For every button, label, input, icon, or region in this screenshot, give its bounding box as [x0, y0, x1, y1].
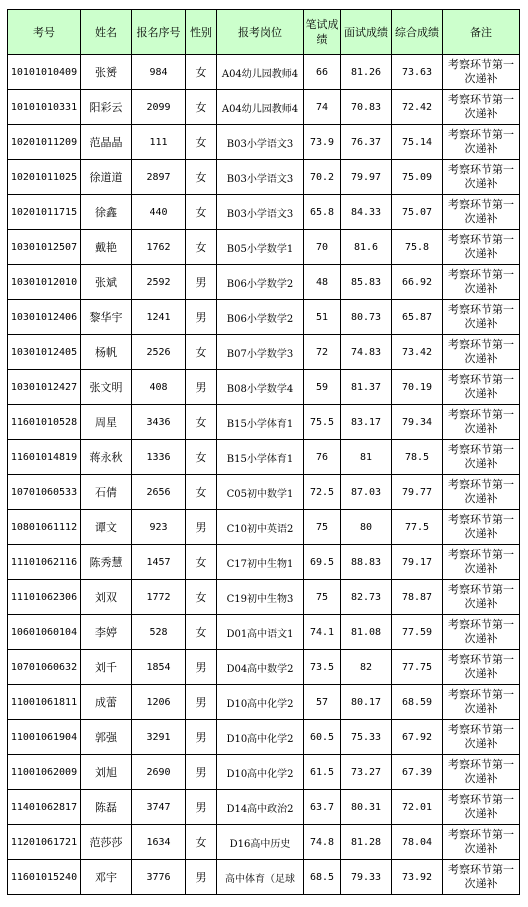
cell-interview: 73.27 [341, 755, 392, 790]
cell-total: 67.92 [392, 720, 443, 755]
cell-interview: 81 [341, 440, 392, 475]
cell-position: B03小学语文3 [217, 125, 304, 160]
cell-interview: 82 [341, 650, 392, 685]
cell-name: 张赟 [81, 55, 132, 90]
cell-gender: 女 [186, 90, 217, 125]
cell-seq: 1634 [132, 825, 186, 860]
table-row [8, 580, 520, 615]
cell-note: 考察环节第一次递补 [443, 790, 520, 825]
cell-note: 考察环节第一次递补 [443, 650, 520, 685]
cell-note: 考察环节第一次递补 [443, 370, 520, 405]
cell-gender: 男 [186, 720, 217, 755]
table-row [8, 720, 520, 755]
cell-total: 77.59 [392, 615, 443, 650]
cell-note: 考察环节第一次递补 [443, 230, 520, 265]
cell-note: 考察环节第一次递补 [443, 90, 520, 125]
cell-id: 11601014819 [8, 440, 81, 475]
table-body [8, 55, 520, 895]
cell-note: 考察环节第一次递补 [443, 755, 520, 790]
cell-seq: 3776 [132, 860, 186, 895]
cell-note: 考察环节第一次递补 [443, 125, 520, 160]
cell-name: 成蕾 [81, 685, 132, 720]
cell-total: 73.92 [392, 860, 443, 895]
cell-total: 75.09 [392, 160, 443, 195]
cell-name: 刘千 [81, 650, 132, 685]
cell-name: 阳彩云 [81, 90, 132, 125]
cell-interview: 88.83 [341, 545, 392, 580]
cell-total: 68.59 [392, 685, 443, 720]
table-row [8, 790, 520, 825]
cell-position: D01高中语文1 [217, 615, 304, 650]
cell-gender: 男 [186, 300, 217, 335]
cell-gender: 女 [186, 615, 217, 650]
cell-interview: 81.08 [341, 615, 392, 650]
cell-note: 考察环节第一次递补 [443, 475, 520, 510]
header-written: 笔试成绩 [304, 10, 341, 55]
cell-name: 张文明 [81, 370, 132, 405]
cell-total: 73.42 [392, 335, 443, 370]
cell-note: 考察环节第一次递补 [443, 195, 520, 230]
cell-total: 78.87 [392, 580, 443, 615]
cell-seq: 1206 [132, 685, 186, 720]
cell-position: C05初中数学1 [217, 475, 304, 510]
cell-id: 11601015240 [8, 860, 81, 895]
cell-id: 10701060632 [8, 650, 81, 685]
cell-written: 70 [304, 230, 341, 265]
cell-position: B15小学体育1 [217, 405, 304, 440]
cell-note: 考察环节第一次递补 [443, 685, 520, 720]
cell-interview: 87.03 [341, 475, 392, 510]
cell-total: 73.63 [392, 55, 443, 90]
cell-note: 考察环节第一次递补 [443, 825, 520, 860]
cell-note: 考察环节第一次递补 [443, 335, 520, 370]
cell-seq: 2897 [132, 160, 186, 195]
cell-name: 张斌 [81, 265, 132, 300]
cell-position: B05小学数学1 [217, 230, 304, 265]
cell-written: 65.8 [304, 195, 341, 230]
cell-note: 考察环节第一次递补 [443, 55, 520, 90]
cell-name: 石倩 [81, 475, 132, 510]
header-gender: 性别 [186, 10, 217, 55]
cell-written: 48 [304, 265, 341, 300]
cell-gender: 男 [186, 510, 217, 545]
cell-id: 10201011715 [8, 195, 81, 230]
cell-gender: 女 [186, 545, 217, 580]
cell-name: 周星 [81, 405, 132, 440]
cell-written: 74 [304, 90, 341, 125]
cell-total: 66.92 [392, 265, 443, 300]
cell-gender: 男 [186, 860, 217, 895]
cell-note: 考察环节第一次递补 [443, 160, 520, 195]
cell-interview: 85.83 [341, 265, 392, 300]
cell-id: 11001061904 [8, 720, 81, 755]
cell-seq: 3436 [132, 405, 186, 440]
cell-seq: 923 [132, 510, 186, 545]
cell-written: 72 [304, 335, 341, 370]
cell-seq: 2656 [132, 475, 186, 510]
cell-interview: 80.17 [341, 685, 392, 720]
table-row [8, 755, 520, 790]
cell-name: 李婷 [81, 615, 132, 650]
cell-name: 戴艳 [81, 230, 132, 265]
cell-seq: 528 [132, 615, 186, 650]
cell-position: C17初中生物1 [217, 545, 304, 580]
cell-gender: 女 [186, 335, 217, 370]
table-row [8, 55, 520, 90]
cell-name: 刘旭 [81, 755, 132, 790]
cell-total: 78.04 [392, 825, 443, 860]
table-row [8, 230, 520, 265]
cell-id: 11101062306 [8, 580, 81, 615]
cell-written: 66 [304, 55, 341, 90]
cell-name: 陈磊 [81, 790, 132, 825]
cell-id: 10301012507 [8, 230, 81, 265]
cell-written: 74.1 [304, 615, 341, 650]
table-row [8, 370, 520, 405]
cell-name: 徐道道 [81, 160, 132, 195]
cell-id: 10101010331 [8, 90, 81, 125]
cell-interview: 84.33 [341, 195, 392, 230]
cell-note: 考察环节第一次递补 [443, 300, 520, 335]
cell-id: 11101062116 [8, 545, 81, 580]
cell-position: D16高中历史 [217, 825, 304, 860]
cell-total: 70.19 [392, 370, 443, 405]
cell-interview: 81.37 [341, 370, 392, 405]
cell-interview: 70.83 [341, 90, 392, 125]
header-seq: 报名序号 [132, 10, 186, 55]
cell-position: C10初中英语2 [217, 510, 304, 545]
cell-seq: 408 [132, 370, 186, 405]
cell-id: 10301012405 [8, 335, 81, 370]
cell-seq: 440 [132, 195, 186, 230]
cell-position: D10高中化学2 [217, 685, 304, 720]
cell-id: 10301012010 [8, 265, 81, 300]
header-note: 备注 [443, 10, 520, 55]
cell-interview: 80 [341, 510, 392, 545]
cell-name: 黎华宇 [81, 300, 132, 335]
cell-interview: 81.6 [341, 230, 392, 265]
cell-id: 10201011025 [8, 160, 81, 195]
cell-note: 考察环节第一次递补 [443, 265, 520, 300]
cell-seq: 1241 [132, 300, 186, 335]
cell-name: 杨帆 [81, 335, 132, 370]
cell-id: 10801061112 [8, 510, 81, 545]
cell-interview: 80.31 [341, 790, 392, 825]
cell-interview: 80.73 [341, 300, 392, 335]
cell-total: 72.01 [392, 790, 443, 825]
cell-id: 10301012406 [8, 300, 81, 335]
cell-interview: 81.28 [341, 825, 392, 860]
cell-written: 73.9 [304, 125, 341, 160]
cell-id: 10701060533 [8, 475, 81, 510]
cell-note: 考察环节第一次递补 [443, 405, 520, 440]
cell-seq: 1854 [132, 650, 186, 685]
cell-position: 高中体育（足球 [217, 860, 304, 895]
cell-written: 72.5 [304, 475, 341, 510]
cell-name: 徐鑫 [81, 195, 132, 230]
cell-seq: 2690 [132, 755, 186, 790]
table-row [8, 475, 520, 510]
cell-name: 郭强 [81, 720, 132, 755]
cell-seq: 111 [132, 125, 186, 160]
cell-position: B06小学数学2 [217, 300, 304, 335]
cell-interview: 74.83 [341, 335, 392, 370]
cell-seq: 2592 [132, 265, 186, 300]
cell-id: 10301012427 [8, 370, 81, 405]
header-id: 考号 [8, 10, 81, 55]
cell-interview: 75.33 [341, 720, 392, 755]
cell-total: 77.5 [392, 510, 443, 545]
cell-gender: 女 [186, 825, 217, 860]
cell-gender: 女 [186, 580, 217, 615]
header-total: 综合成绩 [392, 10, 443, 55]
table-row [8, 405, 520, 440]
cell-written: 73.5 [304, 650, 341, 685]
cell-id: 10601060104 [8, 615, 81, 650]
cell-total: 77.75 [392, 650, 443, 685]
cell-position: B03小学语文3 [217, 160, 304, 195]
cell-interview: 83.17 [341, 405, 392, 440]
cell-position: B15小学体育1 [217, 440, 304, 475]
cell-written: 74.8 [304, 825, 341, 860]
cell-note: 考察环节第一次递补 [443, 615, 520, 650]
table-row [8, 860, 520, 895]
cell-gender: 女 [186, 195, 217, 230]
cell-written: 60.5 [304, 720, 341, 755]
cell-gender: 男 [186, 685, 217, 720]
cell-total: 72.42 [392, 90, 443, 125]
table-row [8, 195, 520, 230]
cell-note: 考察环节第一次递补 [443, 580, 520, 615]
cell-seq: 3291 [132, 720, 186, 755]
cell-total: 78.5 [392, 440, 443, 475]
cell-total: 79.17 [392, 545, 443, 580]
header-position: 报考岗位 [217, 10, 304, 55]
cell-name: 谭文 [81, 510, 132, 545]
table-row [8, 685, 520, 720]
cell-id: 10101010409 [8, 55, 81, 90]
cell-written: 63.7 [304, 790, 341, 825]
cell-written: 70.2 [304, 160, 341, 195]
cell-gender: 男 [186, 650, 217, 685]
cell-note: 考察环节第一次递补 [443, 510, 520, 545]
cell-written: 75 [304, 580, 341, 615]
cell-written: 51 [304, 300, 341, 335]
cell-note: 考察环节第一次递补 [443, 860, 520, 895]
cell-position: C19初中生物3 [217, 580, 304, 615]
table-row [8, 265, 520, 300]
cell-total: 75.07 [392, 195, 443, 230]
cell-id: 11601010528 [8, 405, 81, 440]
cell-seq: 1336 [132, 440, 186, 475]
cell-seq: 984 [132, 55, 186, 90]
cell-position: B03小学语文3 [217, 195, 304, 230]
cell-id: 11001062009 [8, 755, 81, 790]
cell-total: 65.87 [392, 300, 443, 335]
cell-written: 69.5 [304, 545, 341, 580]
cell-written: 75 [304, 510, 341, 545]
cell-total: 79.77 [392, 475, 443, 510]
cell-gender: 男 [186, 755, 217, 790]
table-row [8, 650, 520, 685]
cell-gender: 男 [186, 790, 217, 825]
cell-position: B07小学数学3 [217, 335, 304, 370]
cell-interview: 79.33 [341, 860, 392, 895]
cell-written: 59 [304, 370, 341, 405]
cell-id: 11401062817 [8, 790, 81, 825]
cell-total: 67.39 [392, 755, 443, 790]
cell-gender: 女 [186, 160, 217, 195]
cell-written: 68.5 [304, 860, 341, 895]
cell-written: 57 [304, 685, 341, 720]
header-interview: 面试成绩 [341, 10, 392, 55]
cell-seq: 1772 [132, 580, 186, 615]
results-table [7, 9, 520, 895]
cell-position: D10高中化学2 [217, 720, 304, 755]
cell-id: 11201061721 [8, 825, 81, 860]
cell-name: 范莎莎 [81, 825, 132, 860]
cell-position: B06小学数学2 [217, 265, 304, 300]
header-name: 姓名 [81, 10, 132, 55]
cell-interview: 76.37 [341, 125, 392, 160]
table-row [8, 160, 520, 195]
cell-interview: 79.97 [341, 160, 392, 195]
cell-position: A04幼儿园教师4 [217, 55, 304, 90]
header-row [8, 10, 520, 55]
cell-seq: 3747 [132, 790, 186, 825]
cell-gender: 女 [186, 405, 217, 440]
table-row [8, 825, 520, 860]
table-row [8, 440, 520, 475]
cell-written: 76 [304, 440, 341, 475]
cell-position: D10高中化学2 [217, 755, 304, 790]
table-row [8, 615, 520, 650]
cell-note: 考察环节第一次递补 [443, 720, 520, 755]
cell-name: 蒋永秋 [81, 440, 132, 475]
table-row [8, 125, 520, 160]
cell-seq: 2526 [132, 335, 186, 370]
cell-gender: 女 [186, 440, 217, 475]
cell-gender: 女 [186, 230, 217, 265]
cell-gender: 女 [186, 55, 217, 90]
cell-name: 刘双 [81, 580, 132, 615]
table-row [8, 300, 520, 335]
cell-name: 邓宇 [81, 860, 132, 895]
table-row [8, 335, 520, 370]
cell-gender: 男 [186, 265, 217, 300]
table-row [8, 510, 520, 545]
cell-written: 61.5 [304, 755, 341, 790]
cell-gender: 女 [186, 125, 217, 160]
cell-interview: 81.26 [341, 55, 392, 90]
cell-name: 陈秀慧 [81, 545, 132, 580]
cell-id: 10201011209 [8, 125, 81, 160]
cell-total: 79.34 [392, 405, 443, 440]
cell-seq: 1762 [132, 230, 186, 265]
cell-gender: 女 [186, 475, 217, 510]
cell-position: D04高中数学2 [217, 650, 304, 685]
cell-interview: 82.73 [341, 580, 392, 615]
cell-id: 11001061811 [8, 685, 81, 720]
cell-total: 75.14 [392, 125, 443, 160]
cell-seq: 1457 [132, 545, 186, 580]
cell-written: 75.5 [304, 405, 341, 440]
cell-name: 范晶晶 [81, 125, 132, 160]
cell-position: D14高中政治2 [217, 790, 304, 825]
cell-seq: 2099 [132, 90, 186, 125]
cell-total: 75.8 [392, 230, 443, 265]
cell-gender: 男 [186, 370, 217, 405]
cell-position: A04幼儿园教师4 [217, 90, 304, 125]
cell-note: 考察环节第一次递补 [443, 440, 520, 475]
cell-position: B08小学数学4 [217, 370, 304, 405]
table-row [8, 90, 520, 125]
cell-note: 考察环节第一次递补 [443, 545, 520, 580]
table-row [8, 545, 520, 580]
